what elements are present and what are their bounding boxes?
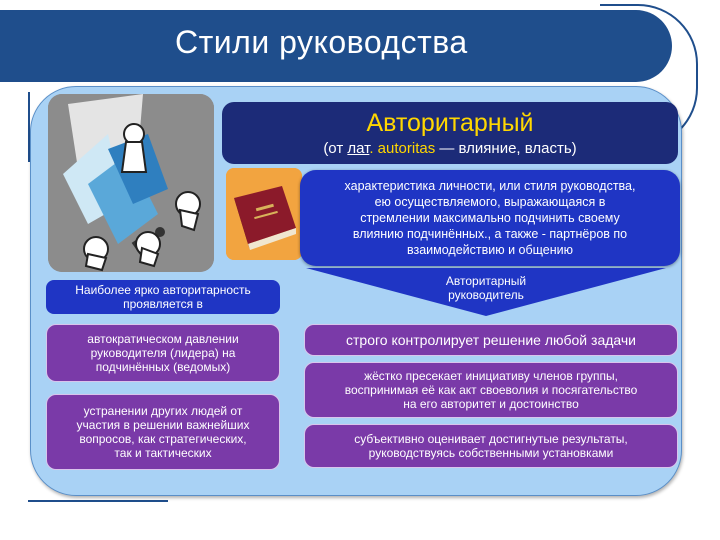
definition-line: ею осуществляемого, выражающаяся в (374, 195, 606, 209)
arrow-label-line: руководитель (448, 288, 524, 302)
slide-title: Стили руководства (175, 24, 468, 60)
definition-line: влиянию подчинённых., а также - партнёров по (352, 227, 628, 241)
left-item-line: автократическом давлении (87, 332, 239, 346)
decorative-line-bottom (28, 500, 168, 502)
arrow-label (386, 274, 586, 302)
etymology-lang: лат (347, 140, 370, 157)
right-item-evaluate (304, 424, 678, 468)
definition-line: характеристика личности, или стиля руководства, (344, 179, 636, 193)
arrow-label-line: Авторитарный (445, 274, 527, 288)
left-header (46, 280, 280, 314)
term-title: Авторитарный (366, 109, 534, 137)
left-item-autocratic (46, 324, 280, 382)
etymology-word: . autoritas (369, 140, 436, 157)
etymology-meaning: — влияние, власть) (435, 140, 577, 157)
right-item-line: руководствуясь собственными установками (368, 446, 614, 460)
left-item-line: устранении других людей от (83, 404, 243, 418)
etymology-prefix: (от (323, 140, 348, 157)
right-item-control (304, 324, 678, 356)
book-illustration (226, 168, 302, 260)
right-item-line: на его авторитет и достоинство (403, 397, 579, 411)
definition-line: стремлении максимально подчинить своему (360, 211, 620, 225)
right-item-line: субъективно оценивает достигнутые результаты, (354, 432, 628, 446)
right-item-line: жёстко пресекает инициативу членов группы, (364, 369, 618, 383)
definition-box (300, 170, 680, 266)
term-header (222, 102, 678, 164)
left-item-exclusion (46, 394, 280, 470)
chess-figures-icon (48, 94, 214, 272)
term-etymology (222, 140, 678, 158)
definition-line: взаимодействию и общению (406, 243, 574, 257)
left-header-line: проявляется в (123, 297, 203, 311)
left-item-line: руководителя (лидера) на (90, 346, 236, 360)
left-item-line: участия в решении важнейших (76, 418, 250, 432)
right-item-line: строго контролирует решение любой задачи (346, 332, 636, 348)
left-item-line: так и тактических (114, 446, 212, 460)
left-item-line: вопросов, как стратегических, (79, 432, 247, 446)
left-item-line: подчинённых (ведомых) (95, 360, 231, 374)
chess-figures-illustration (48, 94, 214, 272)
right-item-line: воспринимая её как акт своеволия и посягательство (344, 383, 638, 397)
left-header-line: Наиболее ярко авторитарность (75, 283, 251, 297)
book-icon (226, 168, 302, 260)
right-item-suppress (304, 362, 678, 418)
